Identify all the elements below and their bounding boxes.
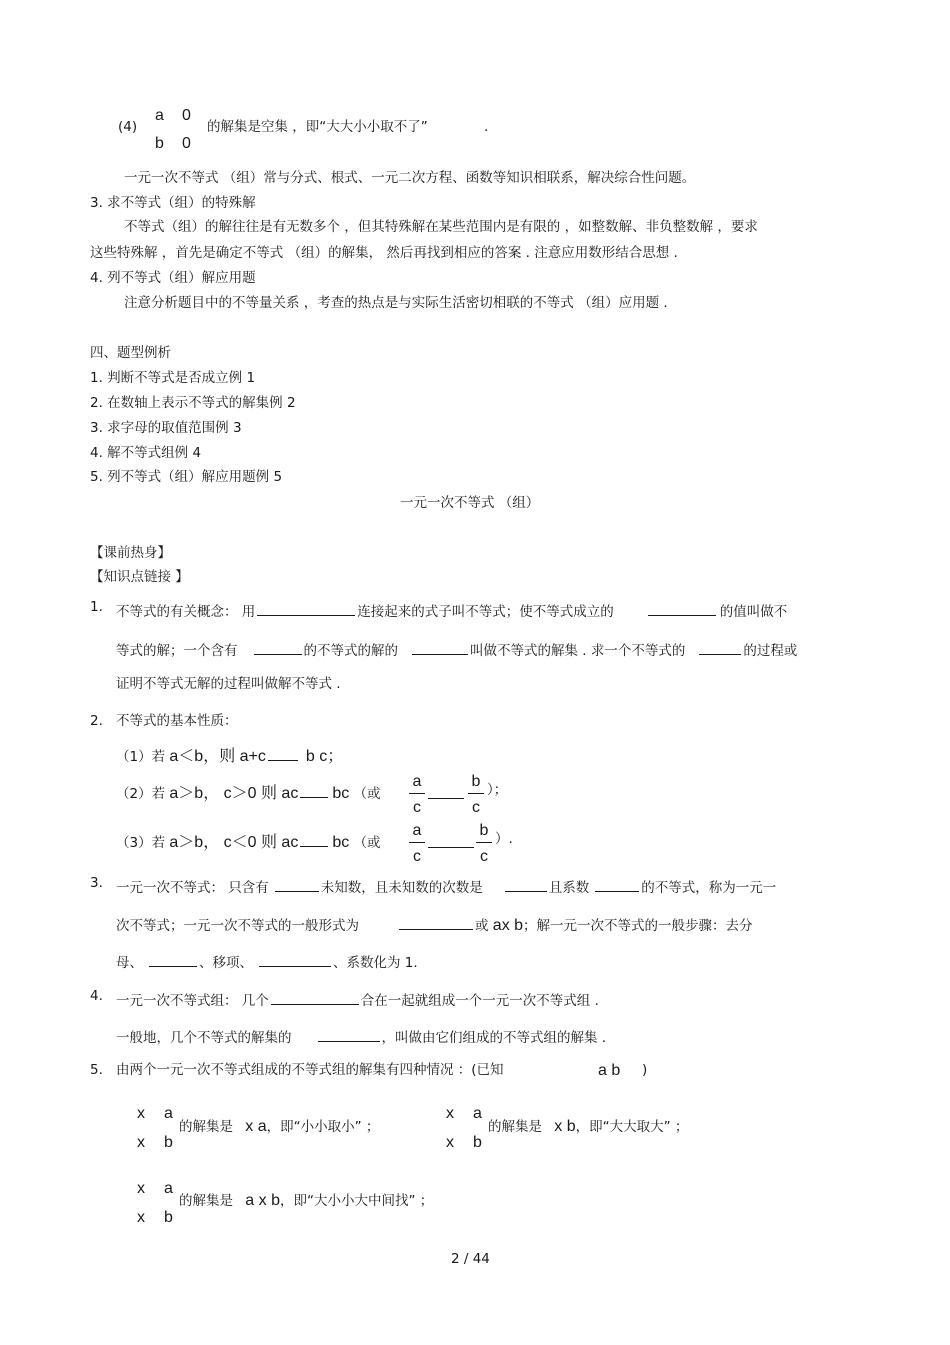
- text: 的不等式，称为一元一: [641, 880, 777, 896]
- fill-blank[interactable]: [300, 783, 328, 798]
- text: （或: [353, 786, 381, 802]
- section-heading: 3. 求不等式（组）的特殊解: [90, 195, 256, 211]
- text: 合在一起就组成一个一元一次不等式组 .: [360, 993, 599, 1009]
- text: （3）若: [116, 835, 166, 851]
- item4-dot: .: [484, 119, 489, 135]
- text: 一元一次不等式： 只含有: [116, 880, 269, 896]
- item4-text: 的解集是空集 ，即“大大小小取不了”: [207, 119, 428, 135]
- paragraph: 不等式（组）的解往往是有无数多个 ，但其特殊解在某些范围内是有限的 ，如整数解、非负整数解 ，要求: [124, 219, 758, 235]
- fill-blank[interactable]: [412, 640, 468, 655]
- fill-blank[interactable]: [257, 601, 355, 616]
- math-var: b: [164, 1209, 173, 1226]
- text: ，即“小小取小” ；: [266, 1119, 380, 1135]
- section-heading: 4. 列不等式（组）解应用题: [90, 270, 256, 286]
- fill-blank[interactable]: [699, 640, 741, 655]
- math-var: a: [473, 1105, 482, 1122]
- question-line: 由两个一元一次不等式组成的不等式组的解集有四种情况 ：(已知: [116, 1062, 504, 1078]
- text: 且系数: [548, 880, 590, 896]
- text: 母、: [116, 955, 143, 971]
- math-var: a: [164, 1180, 173, 1197]
- math-var: x: [446, 1105, 454, 1122]
- fill-blank[interactable]: [300, 832, 328, 847]
- fraction-bar: [409, 842, 425, 843]
- item4-number: (4): [118, 119, 138, 135]
- property-line: [116, 746, 343, 765]
- text: 等式的解；一个含有: [116, 643, 238, 659]
- fraction-numerator: a: [412, 773, 422, 790]
- closing-paren: ): [642, 1062, 648, 1078]
- math-var: b: [164, 1134, 173, 1151]
- question-number: 2.: [90, 713, 103, 729]
- bracket-heading: 【课前热身】: [90, 545, 171, 561]
- math-expr: ax b: [492, 917, 524, 934]
- math-var: 0: [182, 135, 191, 152]
- case-line: [488, 1119, 688, 1135]
- list-item: 1. 判断不等式是否成立例 1: [90, 370, 256, 386]
- property-line: [116, 832, 381, 851]
- math-expr: x a: [245, 1118, 267, 1135]
- math-expr: a＞b， c＜0 则 ac: [169, 834, 299, 851]
- fill-blank[interactable]: [505, 877, 547, 892]
- text: ，叫做由它们组成的不等式组的解集 .: [381, 1030, 607, 1046]
- text: 叫做不等式的解集 . 求一个不等式的: [470, 643, 686, 659]
- question-line: 证明不等式无解的过程叫做解不等式 .: [116, 676, 341, 692]
- math-var: x: [446, 1134, 454, 1151]
- math-var: a: [155, 107, 164, 124]
- text: 连接起来的式子叫不等式；使不等式成立的: [357, 604, 614, 620]
- math-expr: bc: [332, 834, 350, 851]
- math-expr: bc: [332, 785, 350, 802]
- page-title: 一元一次不等式 （组）: [400, 495, 540, 511]
- text: 、移项、: [199, 955, 253, 971]
- list-item: 4. 解不等式组例 4: [90, 445, 202, 461]
- fill-blank[interactable]: [595, 877, 639, 892]
- text: 的解集是: [179, 1119, 233, 1135]
- text: 或: [475, 918, 489, 934]
- text: 次不等式；一元一次不等式的一般形式为: [116, 918, 359, 934]
- section-heading: 四、题型例析: [90, 345, 171, 361]
- fill-blank[interactable]: [648, 601, 716, 616]
- text: 的不等式的解的: [303, 643, 398, 659]
- question-title: 不等式的基本性质：: [116, 713, 238, 729]
- math-var: x: [137, 1180, 145, 1197]
- case-line: [179, 1119, 379, 1135]
- list-item: 5. 列不等式（组）解应用题例 5: [90, 469, 283, 485]
- fill-blank[interactable]: [149, 952, 197, 967]
- question-line: [116, 990, 599, 1009]
- text: 未知数，且未知数的次数是: [320, 880, 483, 896]
- fraction-bar: [468, 793, 484, 794]
- paragraph: 这些特殊解 ，首先是确定不等式 （组）的解集， 然后再找到相应的答案 . 注意应用数形结合思想 .: [90, 245, 678, 261]
- fraction-numerator: b: [471, 773, 481, 790]
- question-line: [116, 877, 776, 896]
- fill-blank[interactable]: [318, 1027, 380, 1042]
- text: 的解集是: [488, 1119, 542, 1135]
- fraction-denominator: c: [480, 848, 488, 865]
- math-var: x: [137, 1105, 145, 1122]
- text: 一般地，几个不等式的解集的: [116, 1030, 292, 1046]
- text: ，即“大大取大” ；: [575, 1119, 689, 1135]
- fill-blank[interactable]: [271, 990, 359, 1005]
- fraction-bar: [476, 842, 492, 843]
- list-item: 2. 在数轴上表示不等式的解集例 2: [90, 395, 296, 411]
- question-line: [116, 1027, 606, 1046]
- closing-paren: ）；: [487, 782, 508, 798]
- property-line: [116, 783, 381, 802]
- fraction-numerator: b: [479, 822, 489, 839]
- question-number: 1.: [90, 599, 103, 615]
- fill-blank[interactable]: [268, 746, 298, 761]
- fill-blank[interactable]: [275, 877, 319, 892]
- math-expr: b c；: [305, 748, 344, 765]
- math-var: x: [137, 1134, 145, 1151]
- math-expr: a x b: [245, 1192, 280, 1209]
- question-line: [116, 601, 787, 620]
- text: 一元一次不等式组： 几个: [116, 993, 269, 1009]
- text: （1）若: [116, 749, 166, 765]
- math-expr: a＞b， c＞0 则 ac: [169, 785, 299, 802]
- question-line: [116, 952, 418, 971]
- closing-paren: ）.: [495, 831, 513, 847]
- math-var: b: [473, 1134, 482, 1151]
- question-line: [116, 915, 753, 934]
- text: （2）若: [116, 786, 166, 802]
- math-expr: a b: [598, 1062, 621, 1079]
- fill-blank[interactable]: [428, 784, 464, 799]
- fraction-numerator: a: [412, 822, 422, 839]
- list-item: 3. 求字母的取值范围例 3: [90, 420, 242, 436]
- paragraph: 注意分析题目中的不等量关系 ，考查的热点是与实际生活密切相联的不等式 （组）应用题 .: [124, 295, 668, 311]
- question-line: [116, 640, 797, 659]
- paragraph: 一元一次不等式 （组）常与分式、根式、一元二次方程、函数等知识相联系，解决综合性问题。: [124, 170, 696, 186]
- text: 的值叫做不: [719, 604, 788, 620]
- bracket-heading: 【知识点链接 】: [90, 569, 189, 585]
- question-number: 5.: [90, 1062, 103, 1078]
- fill-blank[interactable]: [259, 952, 331, 967]
- math-var: 0: [182, 107, 191, 124]
- math-var: a: [164, 1105, 173, 1122]
- fill-blank[interactable]: [399, 915, 473, 930]
- fill-blank[interactable]: [254, 640, 302, 655]
- fraction-denominator: c: [413, 848, 421, 865]
- fill-blank[interactable]: [428, 833, 474, 848]
- question-number: 4.: [90, 988, 103, 1004]
- text: ，即“大小小大中间找” ；: [279, 1193, 434, 1209]
- fraction-denominator: c: [413, 799, 421, 816]
- fraction-bar: [409, 793, 425, 794]
- math-expr: a＜b，则 a+c: [169, 748, 266, 765]
- text: 的解集是: [179, 1193, 233, 1209]
- text: 不等式的有关概念： 用: [116, 604, 256, 620]
- question-number: 3.: [90, 875, 103, 891]
- text: 的过程或: [743, 643, 798, 659]
- math-var: b: [155, 135, 164, 152]
- math-expr: x b: [554, 1118, 576, 1135]
- page-number: 2 / 44: [451, 1251, 490, 1267]
- text: 、系数化为 1.: [333, 955, 418, 971]
- math-var: x: [137, 1209, 145, 1226]
- text: （或: [353, 835, 381, 851]
- text: ；解一元一次不等式的一般步骤：去分: [523, 918, 753, 934]
- fraction-denominator: c: [472, 799, 480, 816]
- case-line: [179, 1193, 433, 1209]
